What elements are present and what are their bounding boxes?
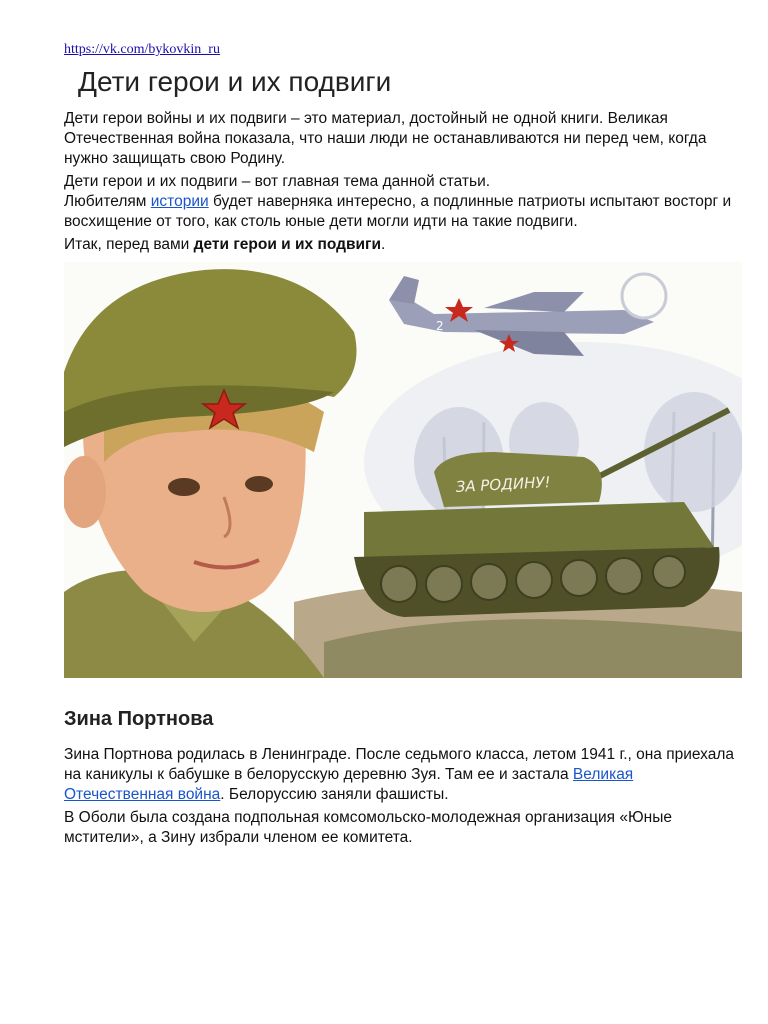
illustration-drawing — [64, 262, 742, 678]
boy-eye-left — [168, 478, 200, 496]
plane-number: 2 — [436, 319, 444, 333]
section-paragraph-1-text: Зина Портнова родилась в Ленинграде. После седьмого класса, летом 1941 г., она приехала на каникулы к бабушке в белорусскую деревню Зуя. Там ее и застала — [64, 746, 735, 783]
section-paragraph-2: В Оболи была создана подпольная комсомольско-молодежная организация «Юные мстители», а Зину избрали членом ее комитета. — [64, 809, 672, 846]
boy-eye-right — [245, 476, 273, 492]
illustration-boy-tank-plane — [64, 262, 742, 678]
tank-slogan: ЗА РОДИНУ! — [455, 473, 551, 496]
intro-paragraph-1: Дети герои войны и их подвиги – это материал, достойный не одной книги. Великая Отечественная война показала, что наши люди не останавливаются ни перед чем, когда нужно защищать свою Родину. — [64, 110, 707, 167]
page-title: Дети герои и их подвиги — [78, 66, 392, 97]
section-paragraph-1-after: . Белоруссию заняли фашисты. — [220, 786, 449, 803]
intro-paragraph-3-bold: дети герои и их подвиги — [193, 236, 381, 253]
boy-ear — [64, 456, 106, 528]
intro-paragraph-3 — [64, 235, 744, 255]
history-link[interactable]: истории — [150, 193, 209, 210]
intro-paragraph-2 — [64, 172, 744, 232]
intro-paragraph-3-after-bold: . — [380, 236, 386, 253]
great-patriotic-war-link[interactable]: Великая Отечественная война — [64, 766, 634, 803]
intro-paragraph-3-before-bold: Итак, перед вами — [64, 236, 194, 253]
section-heading: Зина Портнова — [64, 708, 214, 730]
intro-paragraph-2-line-1: Дети герои и их подвиги – вот главная тема данной статьи. — [64, 173, 491, 190]
source-link[interactable]: https://vk.com/bykovkin_ru — [64, 42, 220, 57]
section-paragraph-1 — [64, 745, 744, 805]
intro-paragraph-2-after-link: будет наверняка интересно, а подлинные патриоты испытают восторг и восхищение от того, как столь юные дети могли идти на такие подвиги. — [64, 193, 732, 230]
intro-paragraph-2-before-link: Любителям — [64, 193, 151, 210]
